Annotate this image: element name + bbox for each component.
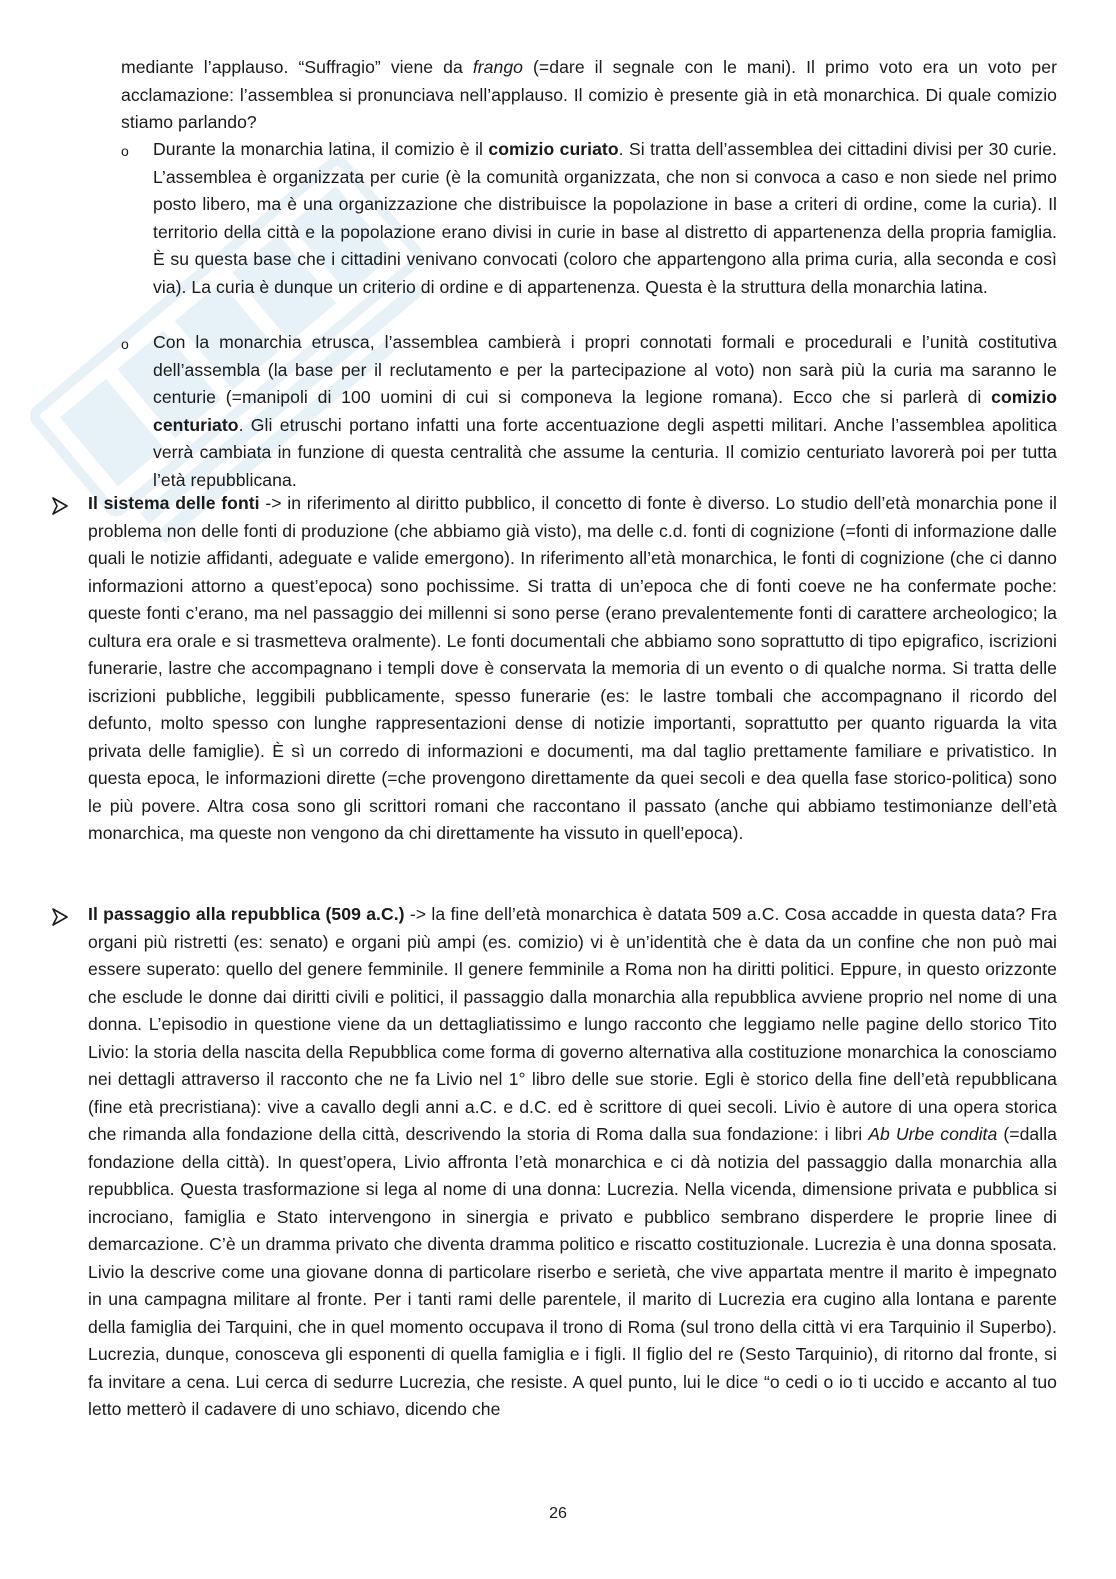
sub-item-bold-term: comizio curiato — [488, 139, 619, 159]
arrow-bullet-icon — [50, 907, 70, 927]
sub-bullet-marker: o — [121, 336, 129, 352]
intro-text-cont: (=dare il segnale con le mani). Il primo voto era un voto per acclamazione: l’assemblea si pronunciava nell’applauso. Il comizio è presente già in età monarchica. Di quale comizio stiamo parlando? — [121, 57, 1058, 132]
sub-item-text-cont: . Gli etruschi portano infatti una forte accentuazione degli aspetti militari. Anche l’assemblea apolitica verrà cambiata in funzione di questa centralità che assume la centuria. Il comizio centuriato lavorerà poi per tutta l’età repubblicana. — [153, 414, 1057, 490]
intro-paragraph — [121, 54, 1057, 137]
bullet-heading: Il sistema delle fonti — [88, 493, 260, 513]
bullet-heading: Il passaggio alla repubblica (509 a.C.) — [88, 904, 405, 924]
sub-bullet-marker: o — [121, 143, 129, 159]
arrow-bullet-icon — [50, 496, 70, 516]
bullet-sistema-fonti — [88, 490, 1057, 848]
page-number: 26 — [549, 1505, 567, 1522]
sub-item-comizio-centuriato — [153, 329, 1057, 494]
bullet-passaggio-repubblica — [88, 901, 1057, 1424]
intro-text: mediante l’applauso. “Suffragio” viene da — [121, 57, 473, 77]
sub-item-text-cont: . Si tratta dell’assemblea dei cittadini divisi per 30 curie. L’assemblea è organizzata per curie (è la comunità organizzata, che non si convoca a caso e non siede nel primo posto libero, ma è una organizzazione che distribuisce la popolazione in base a criteri di ordine, come la curia). Il territorio della città e la popolazione erano divisi in curie in base al distretto di appartenenza della propria famiglia. È su questa base che i cittadini venivano convocati (coloro che appartengono alla prima curia, alla seconda e così via). La curia è dunque un criterio di ordine e di appartenenza. Questa è la struttura della monarchia latina. — [153, 139, 1057, 297]
bullet-text-cont: (=dalla fondazione della città). In quest’opera, Livio affronta l’età monarchica e ci dà notizia del passaggio dalla monarchia alla repubblica. Questa trasformazione si lega al nome di una donna: Lucrezia. Nella vicenda, dimensione privata e pubblica si incrociano, famiglia e Stato intervengono in sinergia e privato e pubblico sembrano disperdere le proprie linee di demarcazione. C’è un dramma privato che diventa dramma politico e riscatto costituzionale. Lucrezia è una donna sposata. Livio la descrive come una giovane donna di particolare riserbo e serietà, che vive appartata mentre il marito è impegnato in una campagna militare al fronte. Per i tanti rami delle parentele, il marito di Lucrezia era cugino alla lontana e parente della famiglia dei Tarquini, che in quel momento occupava il trono di Roma (sul trono della città vi era Tarquinio il Superbo). Lucrezia, dunque, conosceva gli esponenti di quella famiglia e i figli. Il figlio del re (Sesto Tarquinio), di ritorno dal fronte, si fa invitare a cena. Lui cerca di sedurre Lucrezia, che resiste. A quel punto, lui le dice “o cedi o io ti uccido e accanto al tuo letto metterò il cadavere di uno schiavo, dicendo che — [88, 1124, 1057, 1419]
sub-item-text: Durante la monarchia latina, il comizio è il — [153, 139, 489, 159]
sub-item-bold-term: comizio centuriato — [153, 387, 1057, 435]
sub-item-comizio-curiato — [153, 136, 1057, 301]
intro-italic-term: frango — [472, 57, 524, 77]
bullet-italic-title: Ab Urbe condita — [868, 1124, 998, 1144]
sub-item-text: Con la monarchia etrusca, l’assemblea cambierà i propri connotati formali e procedurali e l’unità costitutiva dell’assembla (la base per il reclutamento e per la partecipazione al voto) non sarà più la curia ma saranno le centurie (=manipoli di 100 uomini di cui si componeva la legione romana). Ecco che si parlerà di — [153, 332, 1057, 407]
bullet-text: -> in riferimento al diritto pubblico, il concetto di fonte è diverso. Lo studio dell’età monarchia pone il problema non delle fonti di produzione (che abbiamo già visto), ma delle c.d. fonti di cognizione (=fonti di informazione dalle quali le notizie affidanti, adeguate e valide emergono). In riferimento all’età monarchica, le fonti di cognizione (che ci danno informazioni attorno a quest’epoca) sono pochissime. Si tratta di un’epoca che di fonti coeve ne ha confermate poche: queste fonti c’erano, ma nel passaggio dei millenni si sono perse (erano prevalentemente fonti di carattere archeologico; la cultura era orale e si trasmetteva oralmente). Le fonti documentali che abbiamo sono soprattutto di tipo epigrafico, iscrizioni funerarie, lastre che accompagnano i templi dove è conservata la memoria di un evento o di qualche norma. Si tratta delle iscrizioni pubbliche, leggibili pubblicamente, spesso funerarie (es: le lastre tombali che accompagnano il ricordo del defunto, molto spesso con lunghe rappresentazioni dense di notizie importanti, soprattutto per quanto riguarda la vita privata delle famiglie). È sì un corredo di informazioni e documenti, ma dal taglio prettamente familiare e privatistico. In questa epoca, le informazioni dirette (=che provengono direttamente da quei secoli e dea quella fase storico-politica) sono le più povere. Altra cosa sono gli scrittori romani che raccontano il passato (anche qui abbiamo testimonianze dell’età monarchica, ma queste non vengono da chi direttamente ha vissuto in quell’epoca). — [88, 493, 1058, 843]
bullet-text: -> la fine dell’età monarchica è datata 509 a.C. Cosa accadde in questa data? Fra organi più ristretti (es: senato) e organi più ampi (es. comizio) vi è un’identità che è data da un confine che non può mai essere superato: quello del genere femminile. Il genere femminile a Roma non ha diritti politici. Eppure, in questo orizzonte che esclude le donne dai diritti civili e politici, il passaggio dalla monarchia alla repubblica avviene proprio nel nome di una donna. L’episodio in questione viene da un dettagliatissimo e lungo racconto che leggiamo nelle pagine dello storico Tito Livio: la storia della nascita della Repubblica come forma di governo alternativa alla costituzione monarchica la conosciamo nei dettagli attraverso il racconto che ne fa Livio nel 1° libro delle sue storie. Egli è storico della fine dell’età repubblicana (fine età precristiana): vive a cavallo degli anni a.C. e d.C. ed è scrittore di quei secoli. Livio è autore di una opera storica che rimanda alla fondazione della città, descrivendo la storia di Roma dalla sua fondazione: i libri — [88, 904, 1057, 1144]
